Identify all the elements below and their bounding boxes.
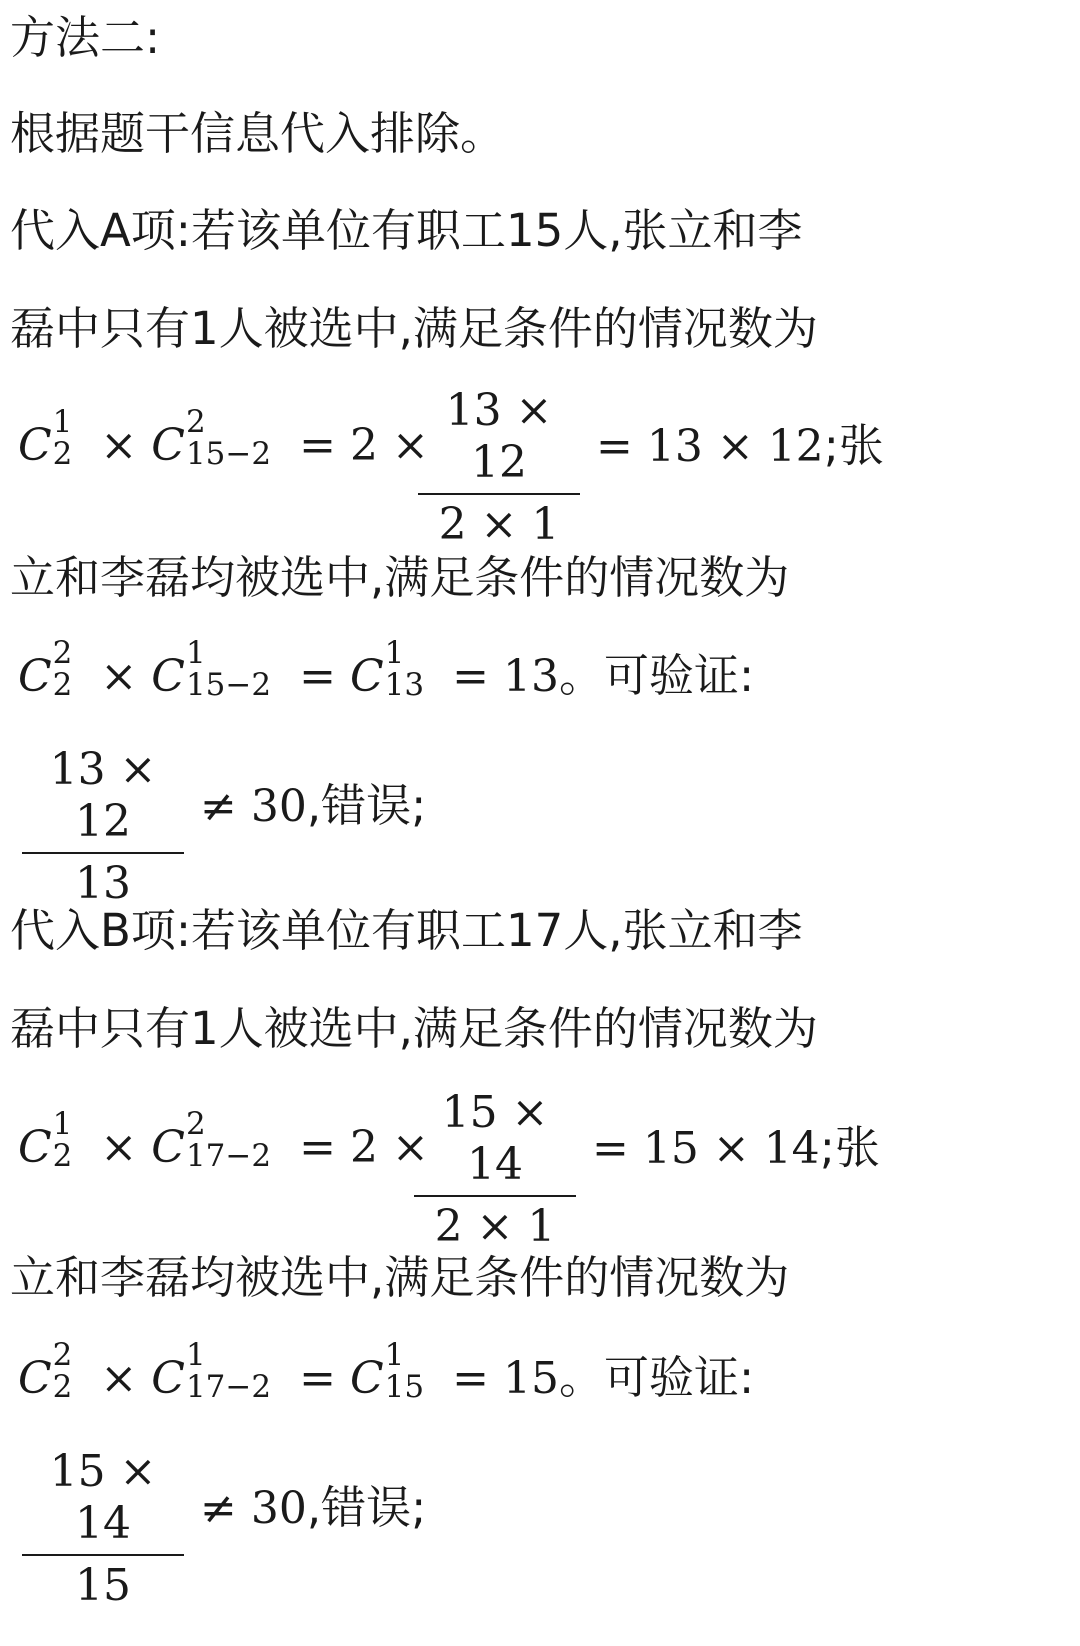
option-a-equation-1-fraction: 13 × 12 2 × 1 <box>418 385 580 551</box>
option-b-equation-2: C 2 2 × C 1 17−2 = C 1 15 = 15。可验证: <box>18 1336 755 1405</box>
option-b-equation-3-fraction: 15 × 14 15 <box>22 1446 184 1612</box>
option-b-equation-1-left: C 1 2 × C 2 17−2 = 2 × <box>18 1105 429 1174</box>
option-b-line-2: 磊中只有1人被选中,满足条件的情况数为 <box>10 1002 818 1055</box>
intro-text: 根据题干信息代入排除。 <box>10 107 506 160</box>
option-a-equation-3-fraction: 13 × 12 13 <box>22 744 184 910</box>
option-a-equation-1-left: C 1 2 × C 2 15−2 = 2 × <box>18 403 429 472</box>
option-a-equation-2: C 2 2 × C 1 15−2 = C 1 13 = 13。可验证: <box>18 634 755 703</box>
option-a-line-2: 磊中只有1人被选中,满足条件的情况数为 <box>10 302 818 355</box>
method-heading: 方法二: <box>10 11 161 64</box>
option-a-equation-1-right: = 13 × 12;张 <box>596 419 884 472</box>
option-a-line-3: 立和李磊均被选中,满足条件的情况数为 <box>10 551 790 604</box>
option-b-line-3: 立和李磊均被选中,满足条件的情况数为 <box>10 1251 790 1304</box>
option-b-equation-1-right: = 15 × 14;张 <box>592 1121 880 1174</box>
option-b-equation-1-fraction: 15 × 14 2 × 1 <box>414 1087 576 1253</box>
option-a-equation-3-right: ≠ 30,错误; <box>200 779 427 832</box>
option-b-line-1: 代入B项:若该单位有职工17人,张立和李 <box>10 904 803 957</box>
option-b-equation-3-right: ≠ 30,错误; <box>200 1481 427 1534</box>
option-a-line-1: 代入A项:若该单位有职工15人,张立和李 <box>10 204 803 257</box>
